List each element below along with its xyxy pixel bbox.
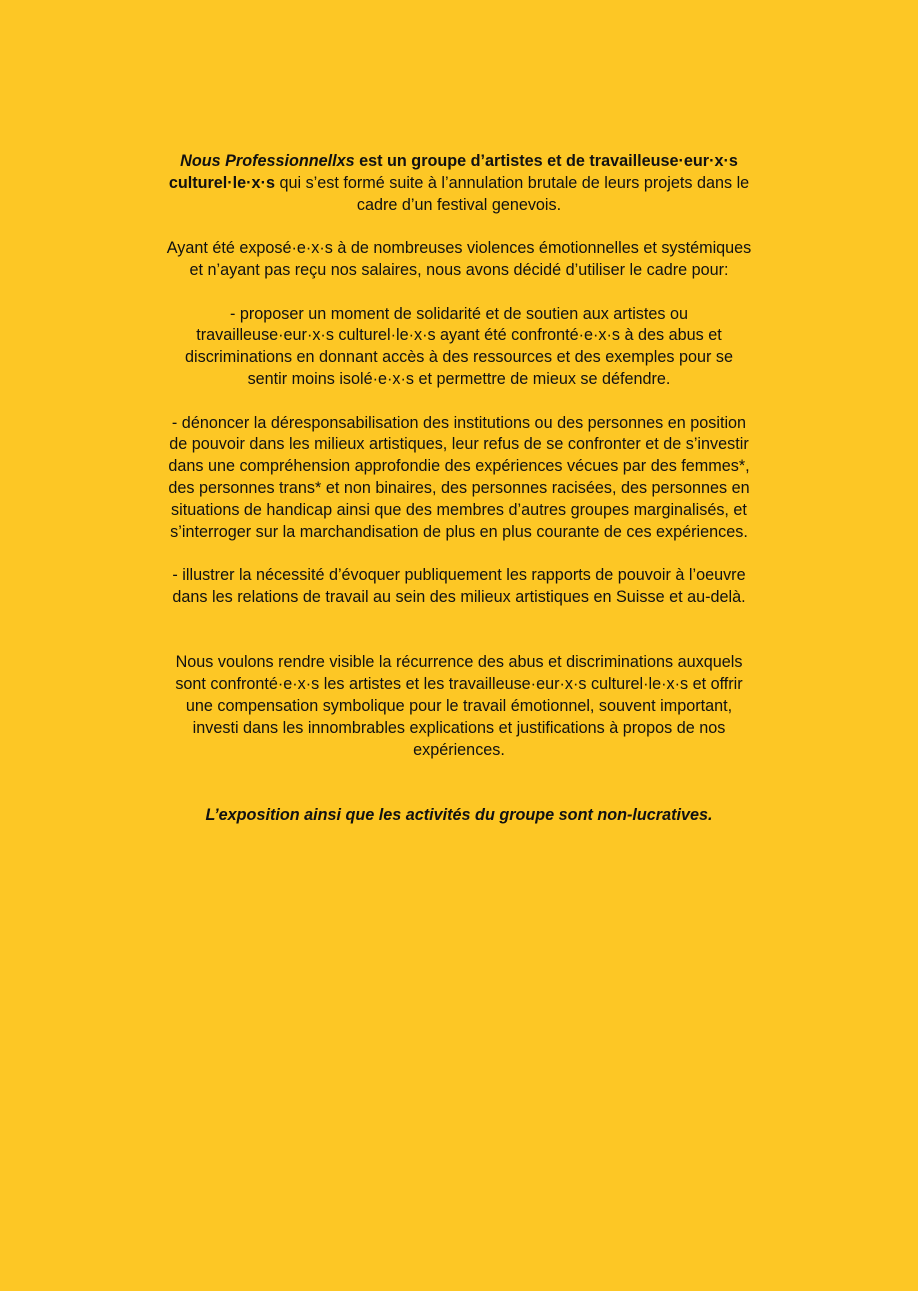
document-body [120,151,798,827]
bullet-illustrate-line-2: dans les relations de travail au sein des milieux artistiques en Suisse et au-delà. [172,587,746,606]
bullet-illustrate-line-1: - illustrer la nécessité d’évoquer publiquement les rapports de pouvoir à l’oeuvre [172,566,746,585]
spacer [120,761,798,805]
bullet-denounce [120,413,798,544]
spacer [120,391,798,413]
intro-line-2-bold: culturel·le·x·s [168,173,275,192]
intro-line-2 [120,173,798,195]
intro-paragraph [120,151,798,216]
intro-line-1-rest: est un groupe d’artistes et de travailleuse·eur·x·s [354,152,738,170]
group-name: Nous Professionnellxs [180,152,355,170]
context-paragraph [120,238,798,282]
visibility-line-1: Nous voulons rendre visible la récurrence des abus et discriminations auxquels [175,653,743,672]
bullet-denounce-line-3: dans une compréhension approfondie des expériences vécues par des femmes*, [168,457,750,476]
intro-line-1 [120,151,798,173]
bullet-denounce-line-1: - dénoncer la déresponsabilisation des institutions ou des personnes en position [171,413,747,432]
visibility-paragraph [120,652,798,761]
bullet-solidarity-line-4: sentir moins isolé·e·x·s et permettre de mieux se défendre. [247,369,671,388]
bullet-solidarity-line-3: discriminations en donnant accès à des ressources et des exemples pour se [185,348,733,367]
spacer [120,282,798,304]
spacer [120,543,798,565]
context-line-1: Ayant été exposé·e·x·s à de nombreuses violences émotionnelles et systémiques [166,239,752,258]
bullet-denounce-line-4: des personnes trans* et non binaires, des personnes racisées, des personnes en [168,478,750,497]
bullet-illustrate [120,565,798,609]
bullet-denounce-line-6: s’interroger sur la marchandisation de plus en plus courante de ces expériences. [170,522,748,541]
visibility-line-4: investi dans les innombrables explications et justifications à propos de nos [192,718,726,737]
bullet-solidarity-line-2: travailleuse·eur·x·s culturel·le·x·s ayant été confronté·e·x·s à des abus et [196,326,722,345]
closing-line: L’exposition ainsi que les activités du groupe sont non-lucratives. [205,805,713,824]
bullet-solidarity-line-1: - proposer un moment de solidarité et de soutien aux artistes ou [229,304,688,323]
spacer [120,216,798,238]
visibility-line-2: sont confronté·e·x·s les artistes et les travailleuse·eur·x·s culturel·le·x·s et offrir [175,675,743,694]
visibility-line-5: expériences. [413,740,505,759]
bullet-denounce-line-2: de pouvoir dans les milieux artistiques, leur refus de se confronter et de s’investir [169,435,749,454]
intro-line-3: cadre d’un festival genevois. [356,195,562,214]
visibility-line-3: une compensation symbolique pour le travail émotionnel, souvent important, [185,696,733,715]
context-line-2: et n’ayant pas reçu nos salaires, nous avons décidé d’utiliser le cadre pour: [189,260,729,279]
bullet-solidarity [120,304,798,391]
intro-line-2-rest: qui s’est formé suite à l’annulation brutale de leurs projets dans le [274,173,750,192]
bullet-denounce-line-5: situations de handicap ainsi que des membres d’autres groupes marginalisés, et [171,500,747,519]
spacer [120,609,798,653]
closing-statement [120,805,798,827]
